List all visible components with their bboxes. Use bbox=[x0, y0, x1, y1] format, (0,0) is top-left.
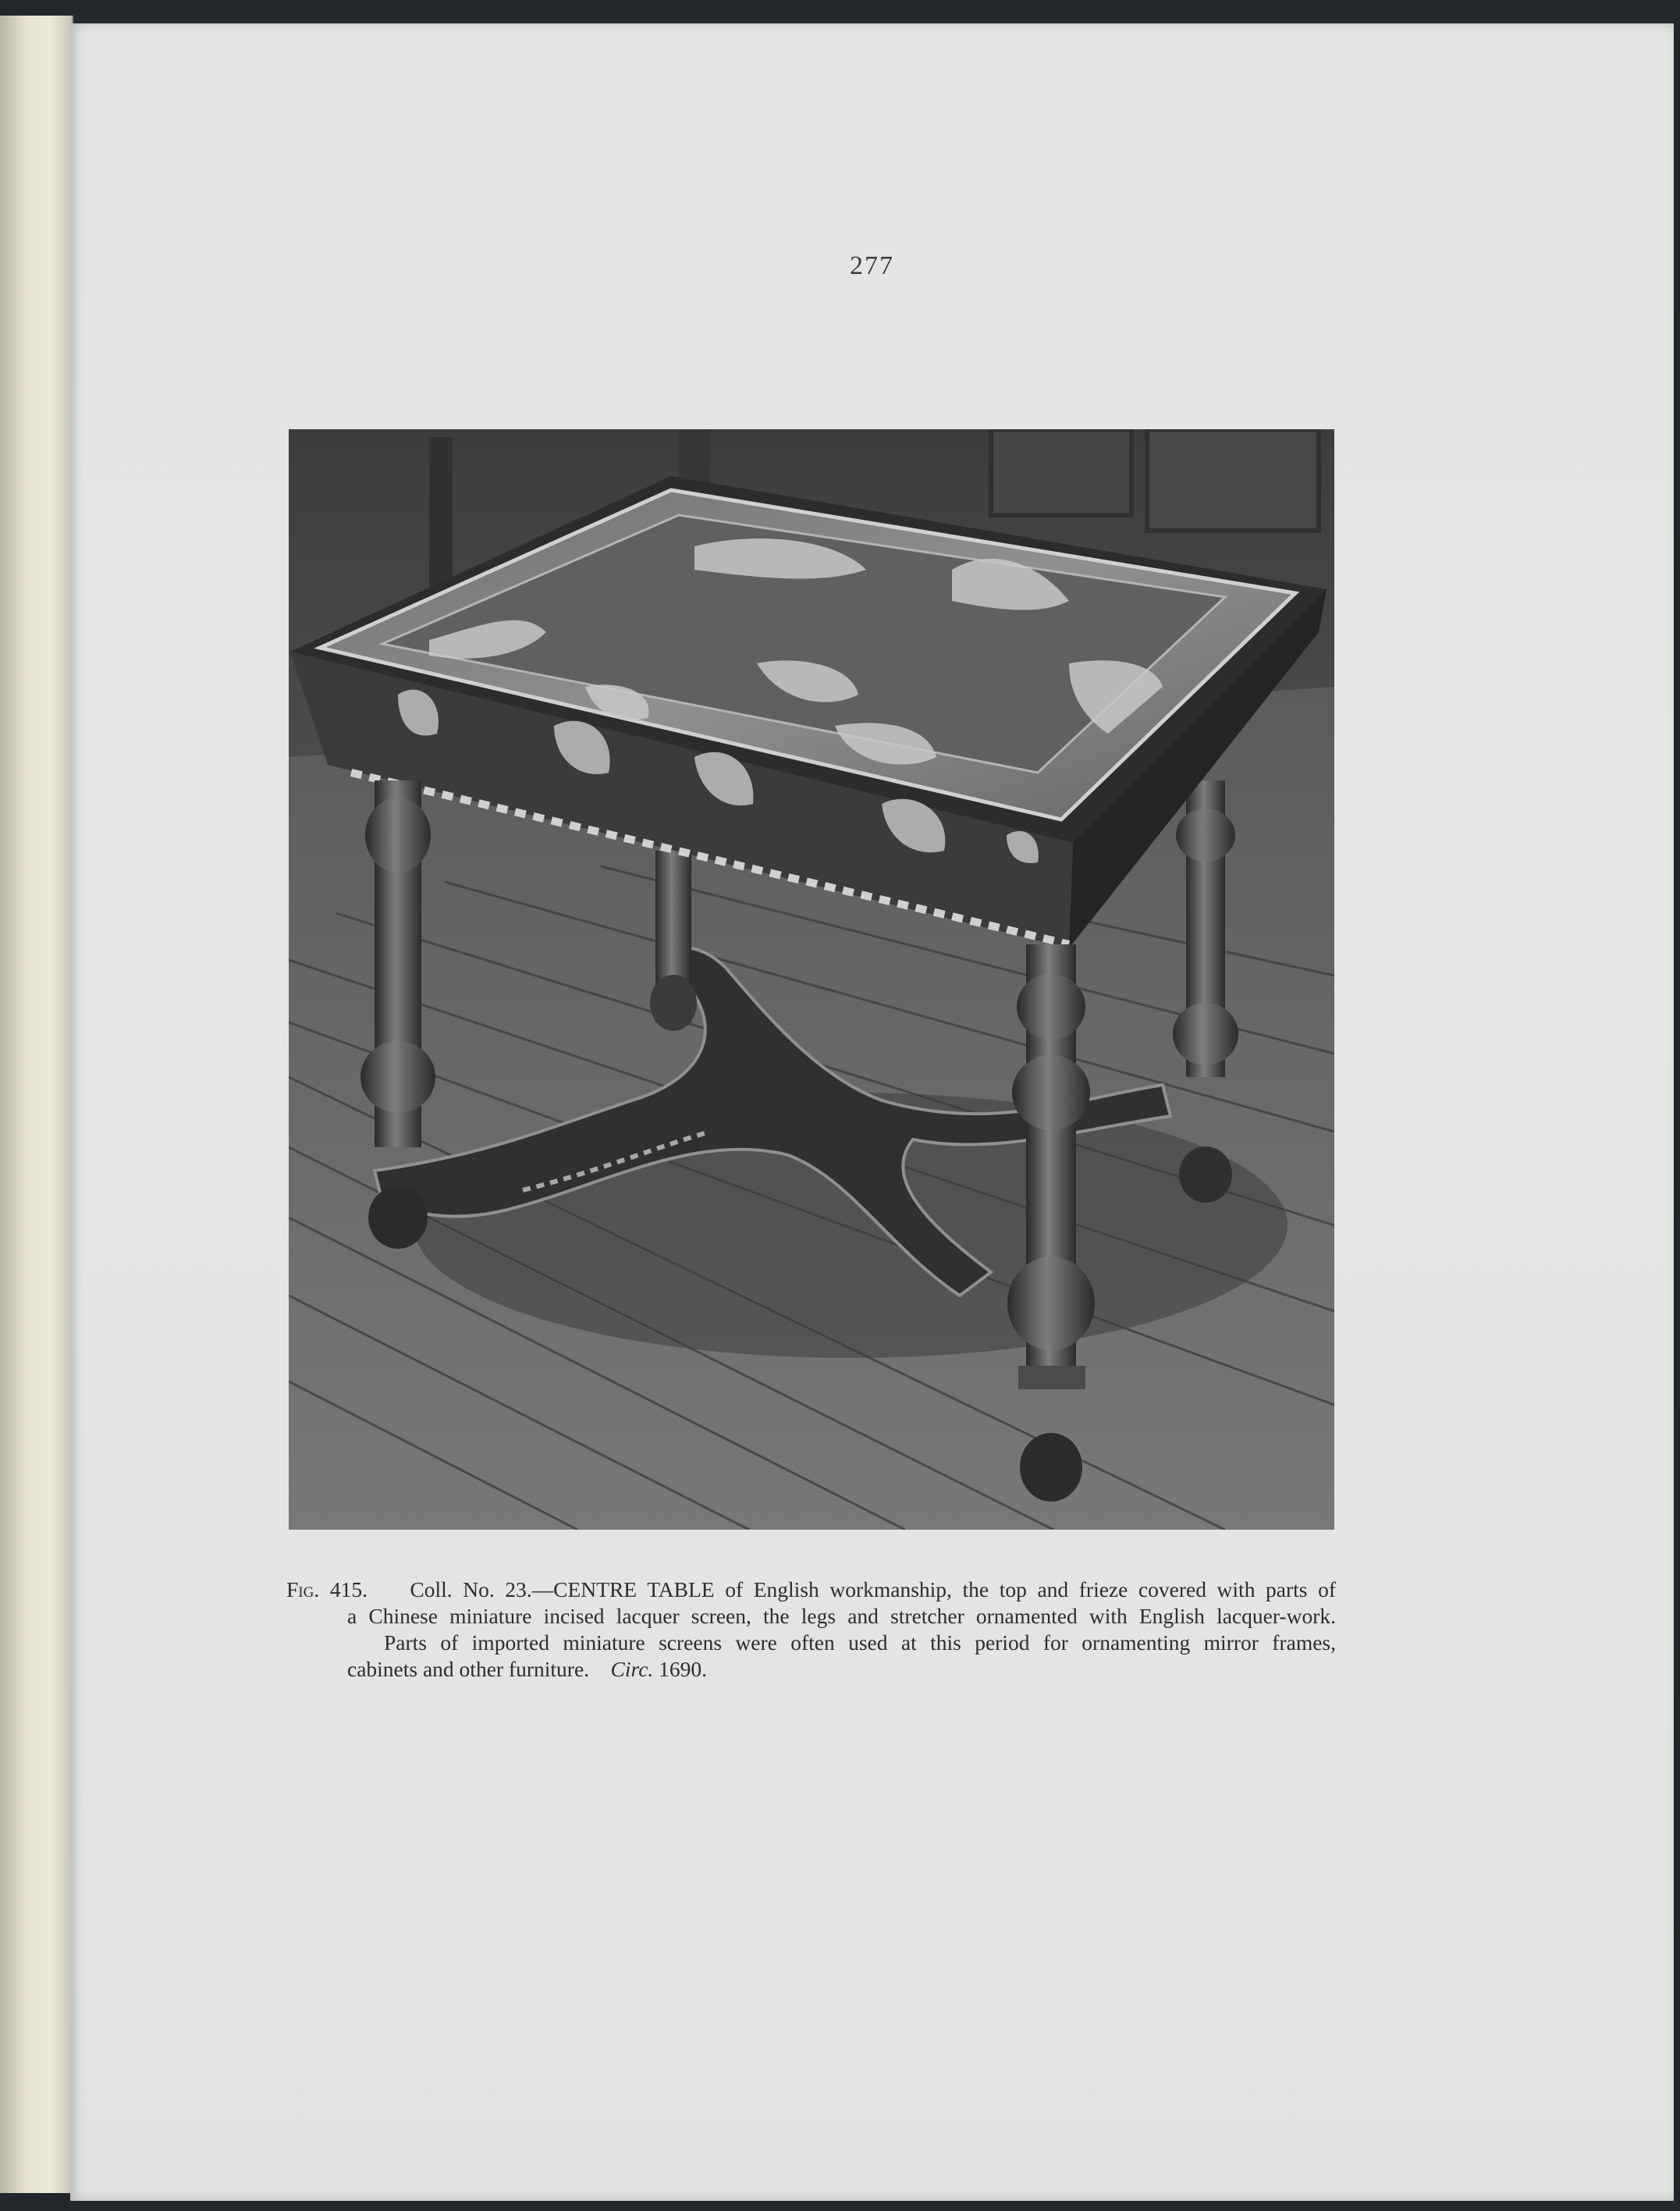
caption-line-3: Parts of imported miniature screens were often used at this period for ornamenting mirror frames, bbox=[384, 1630, 1336, 1655]
caption-line-2: a Chinese miniature incised lacquer screen, the legs and stretcher ornamented with English lacquer-work. bbox=[347, 1604, 1336, 1628]
book-page bbox=[70, 23, 1674, 2201]
figure-photograph-centre-table bbox=[289, 429, 1334, 1530]
caption-line-4-text: cabinets and other furniture. bbox=[347, 1657, 590, 1681]
page-number: 277 bbox=[850, 251, 894, 280]
caption-line-4 bbox=[286, 1656, 1336, 1683]
table-illustration bbox=[289, 429, 1334, 1530]
circa-year: 1690. bbox=[659, 1657, 708, 1681]
caption-line-1 bbox=[286, 1576, 1336, 1603]
figure-label: Fig. 415. bbox=[286, 1577, 368, 1601]
circa-label: Circ. bbox=[610, 1657, 654, 1681]
figure-caption bbox=[286, 1576, 1336, 1683]
book-spine-edge bbox=[0, 16, 73, 2193]
caption-line-1-text: Coll. No. 23.—CENTRE TABLE of English workmanship, the top and frieze covered with parts of bbox=[410, 1577, 1337, 1601]
